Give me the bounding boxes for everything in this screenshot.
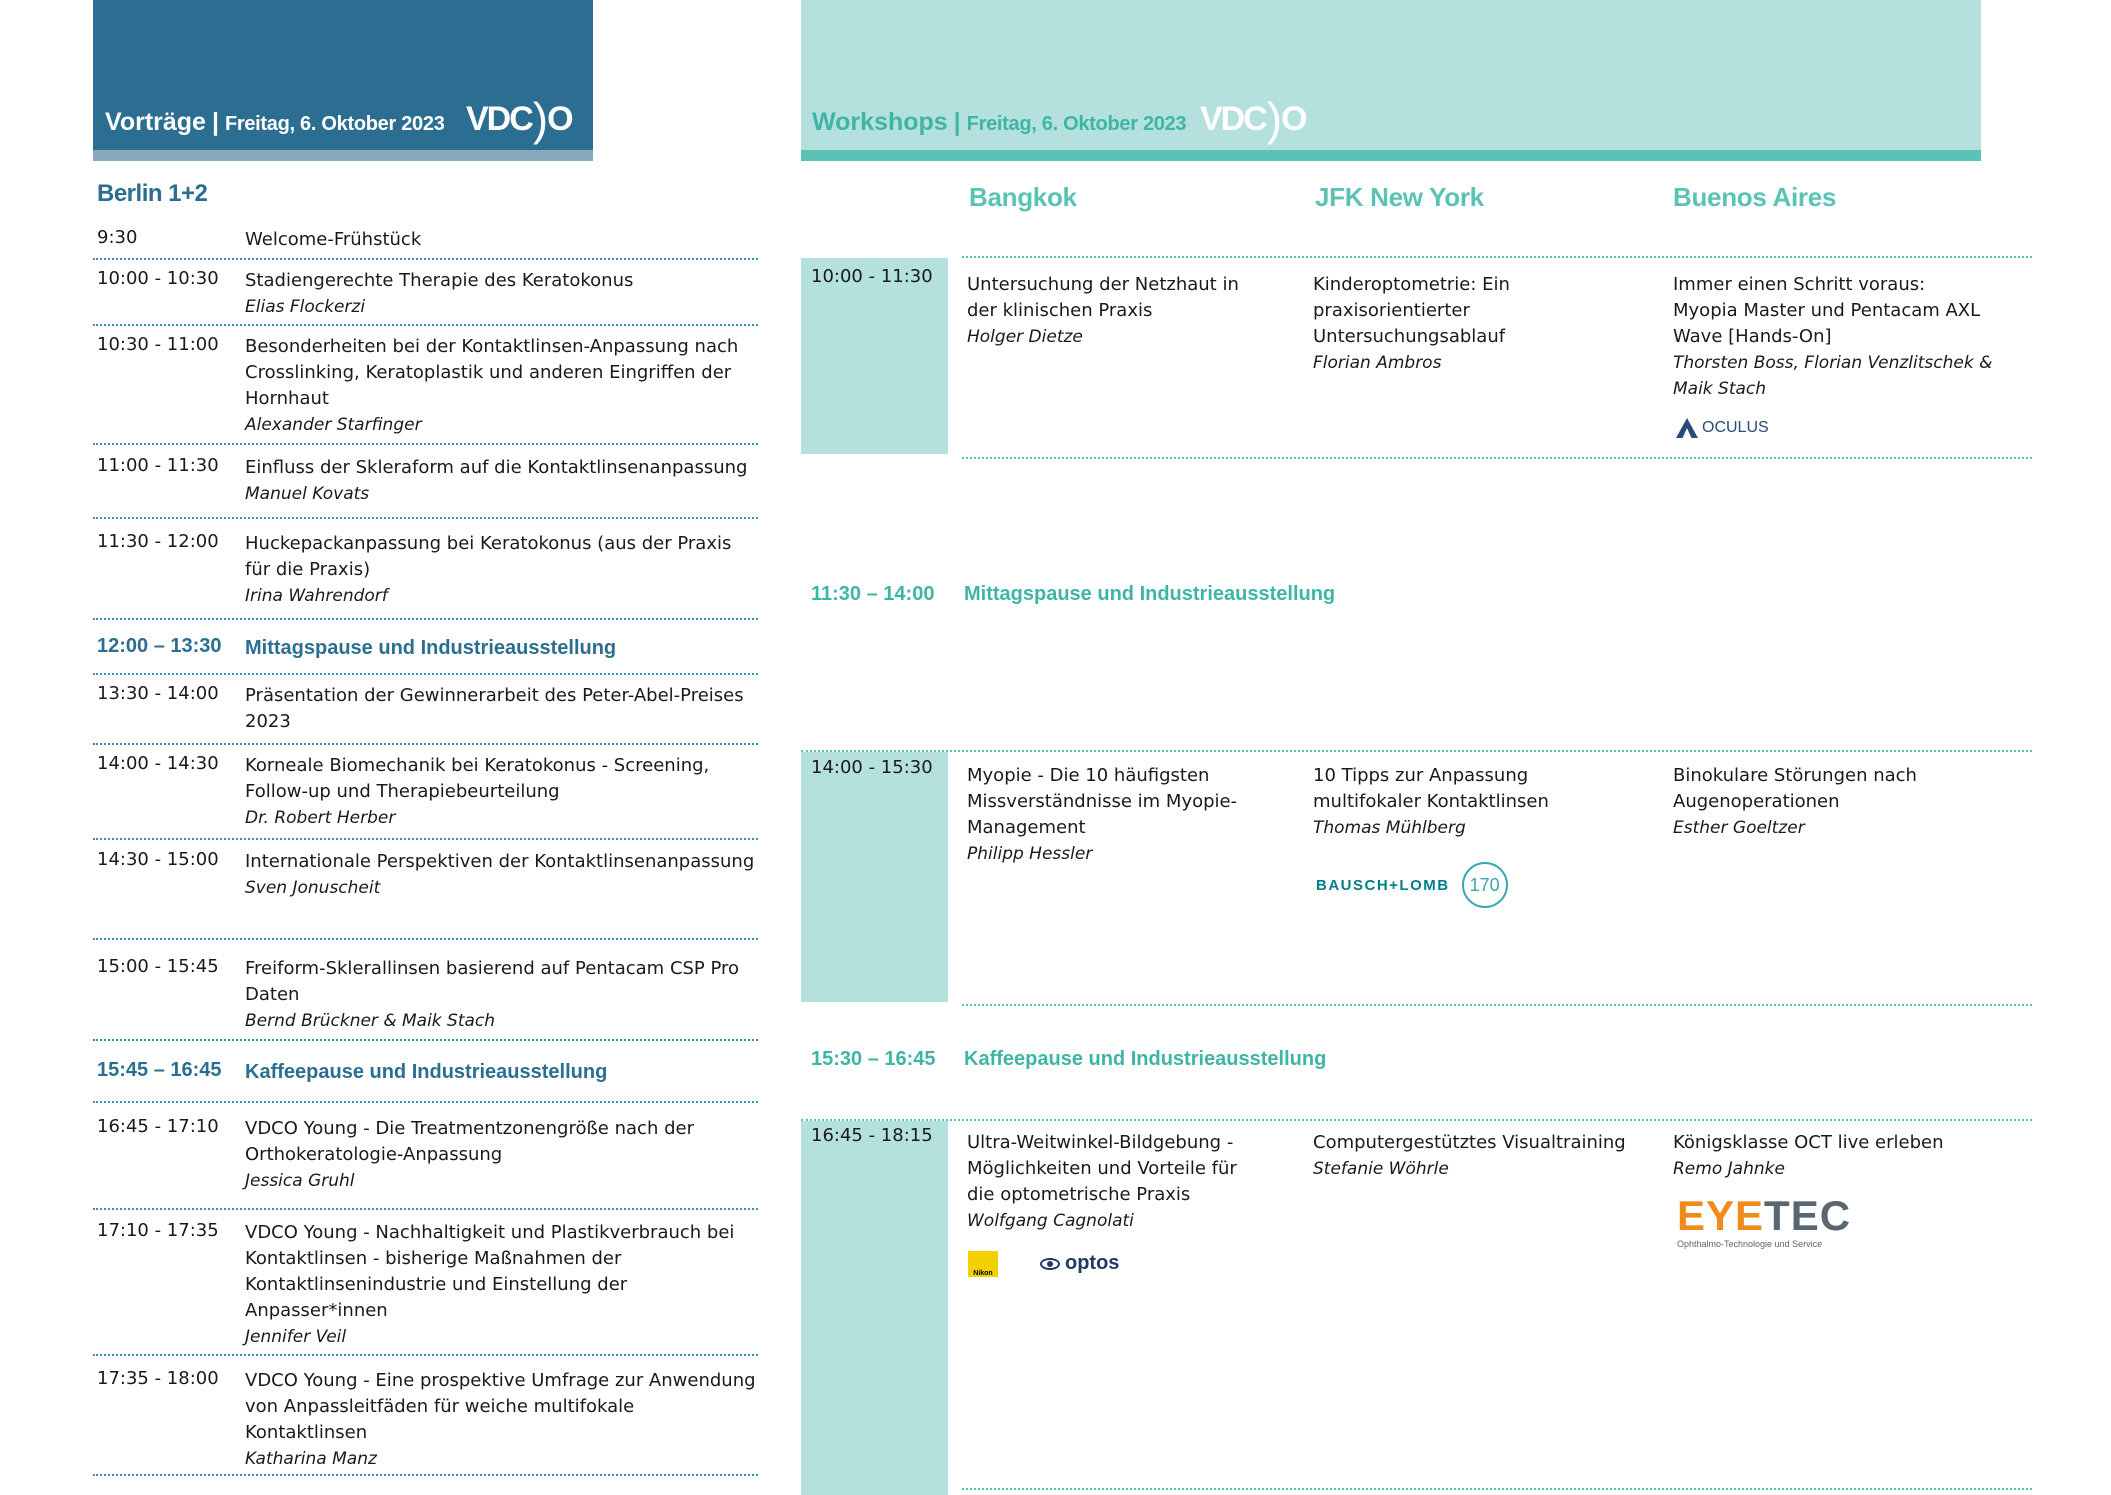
room-heading-jfk: JFK New York bbox=[1315, 182, 1484, 212]
workshop-title: Untersuchung der Netzhaut in der klinischen Praxis bbox=[967, 274, 1239, 321]
session-speaker: Elias Flockerzi bbox=[245, 297, 366, 317]
session-title: VDCO Young - Nachhaltigkeit und Plastikverbrauch bei Kontaktlinsen - bisherige Maßnahmen der Kontaktlinsenindustrie und Einstellung der Anpasser*innen bbox=[245, 1222, 735, 1321]
workshop-cell-bangkok bbox=[967, 763, 1252, 867]
workshop-speaker: Stefanie Wöhrle bbox=[1313, 1159, 1449, 1179]
workshop-cell-jfk bbox=[1313, 272, 1553, 376]
session-time: 17:35 - 18:00 bbox=[97, 1368, 219, 1389]
workshop-cell-jfk bbox=[1313, 763, 1563, 841]
break-label: Mittagspause und Industrieausstellung bbox=[245, 637, 617, 659]
break-label: Mittagspause und Industrieausstellung bbox=[964, 583, 1336, 605]
session-row bbox=[93, 1356, 758, 1476]
session-title: Korneale Biomechanik bei Keratokonus - Screening, Follow-up und Therapiebeurteilung bbox=[245, 755, 710, 802]
workshop-title: Computergestütztes Visualtraining bbox=[1313, 1132, 1626, 1153]
session-title: Präsentation der Gewinnerarbeit des Peter-Abel-Preises 2023 bbox=[245, 685, 744, 732]
session-speaker: Bernd Brückner & Maik Stach bbox=[245, 1011, 496, 1031]
break-label: Kaffeepause und Industrieausstellung bbox=[245, 1061, 608, 1083]
session-row bbox=[93, 260, 758, 326]
session-time: 11:30 - 12:00 bbox=[97, 531, 219, 552]
session-row bbox=[93, 745, 758, 840]
session-row bbox=[93, 675, 758, 745]
slot-time: 14:00 - 15:30 bbox=[811, 757, 933, 778]
session-title: Internationale Perspektiven der Kontaktlinsenanpassung bbox=[245, 851, 755, 872]
time-block bbox=[801, 1121, 948, 1495]
workshop-title: Königsklasse OCT live erleben bbox=[1673, 1132, 1944, 1153]
session-speaker: Sven Jonuscheit bbox=[245, 878, 381, 898]
session-time: 16:45 - 17:10 bbox=[97, 1116, 219, 1137]
session-row bbox=[93, 1103, 758, 1210]
session-row bbox=[93, 519, 758, 620]
divider bbox=[801, 750, 2032, 752]
eyetec-logo: EYETEC Ophthalmo-Technologie und Service bbox=[1677, 1192, 1852, 1249]
divider bbox=[962, 1004, 2032, 1006]
session-time: 17:10 - 17:35 bbox=[97, 1220, 219, 1241]
session-title: Welcome-Frühstück bbox=[245, 229, 422, 250]
workshop-title: Ultra-Weitwinkel-Bildgebung - Möglichkeiten und Vorteile für die optometrische Praxis bbox=[967, 1132, 1237, 1205]
vortraege-session-list bbox=[93, 218, 758, 1476]
vortraege-banner bbox=[93, 0, 593, 150]
divider bbox=[962, 457, 2032, 459]
divider bbox=[962, 256, 2032, 258]
workshops-banner-bar bbox=[801, 150, 1981, 161]
break-time: 12:00 – 13:30 bbox=[97, 635, 222, 657]
room-heading-bangkok: Bangkok bbox=[969, 182, 1077, 212]
workshop-cell-bangkok bbox=[967, 272, 1252, 350]
session-speaker: Manuel Kovats bbox=[245, 484, 370, 504]
break-time: 15:30 – 16:45 bbox=[811, 1048, 936, 1070]
workshops-date: Freitag, 6. Oktober 2023 bbox=[966, 113, 1187, 135]
session-time: 10:30 - 11:00 bbox=[97, 334, 219, 355]
session-title: VDCO Young - Die Treatmentzonengröße nach der Orthokeratologie-Anpassung bbox=[245, 1118, 694, 1165]
session-time: 11:00 - 11:30 bbox=[97, 455, 219, 476]
divider bbox=[962, 1488, 2032, 1490]
break-time: 15:45 – 16:45 bbox=[97, 1059, 222, 1081]
session-speaker: Dr. Robert Herber bbox=[245, 808, 396, 828]
break-label: Kaffeepause und Industrieausstellung bbox=[964, 1048, 1327, 1070]
workshop-title: Immer einen Schritt voraus: bbox=[1673, 274, 1926, 295]
session-time: 14:30 - 15:00 bbox=[97, 849, 219, 870]
workshops-title: Workshops bbox=[812, 108, 948, 136]
workshop-title: Myopie - Die 10 häufigsten Missverständnisse im Myopie-Management bbox=[967, 765, 1238, 838]
slot-time: 16:45 - 18:15 bbox=[811, 1125, 933, 1146]
session-title: Einfluss der Skleraform auf die Kontaktlinsenanpassung bbox=[245, 457, 748, 478]
break-row bbox=[93, 1041, 758, 1103]
session-title: Freiform-Sklerallinsen basierend auf Pentacam CSP Pro Daten bbox=[245, 958, 740, 1005]
room-heading-berlin: Berlin 1+2 bbox=[97, 180, 208, 207]
session-speaker: Katharina Manz bbox=[245, 1449, 377, 1469]
workshop-title: 10 Tipps zur Anpassung multifokaler Kontaktlinsen bbox=[1313, 765, 1549, 812]
workshop-cell-jfk bbox=[1313, 1130, 1653, 1182]
session-title: VDCO Young - Eine prospektive Umfrage zur Anwendung von Anpassleitfäden für weiche multifokale Kontaktlinsen bbox=[245, 1370, 756, 1443]
workshop-cell-bangkok bbox=[967, 1130, 1252, 1234]
workshop-title: Myopia Master und Pentacam AXL Wave [Hands-On] bbox=[1673, 300, 1981, 347]
vortraege-banner-bar bbox=[93, 150, 593, 161]
session-row bbox=[93, 940, 758, 1041]
session-speaker: Jennifer Veil bbox=[245, 1327, 347, 1347]
workshop-speaker: Thorsten Boss, Florian Venzlitschek & Maik Stach bbox=[1673, 353, 1993, 399]
workshop-speaker: Thomas Mühlberg bbox=[1313, 818, 1466, 838]
workshop-speaker: Wolfgang Cagnolati bbox=[967, 1211, 1134, 1231]
oculus-icon bbox=[1676, 418, 1698, 438]
session-speaker: Jessica Gruhl bbox=[245, 1171, 355, 1191]
slot-time: 10:00 - 11:30 bbox=[811, 266, 933, 287]
session-title: Huckepackanpassung bei Keratokonus (aus der Praxis für die Praxis) bbox=[245, 533, 732, 580]
nikon-logo: Nikon bbox=[968, 1251, 998, 1277]
heading-separator: | bbox=[953, 108, 961, 136]
workshop-title: Kinderoptometrie: Ein praxisorientierter Untersuchungsablauf bbox=[1313, 274, 1510, 347]
workshop-speaker: Remo Jahnke bbox=[1673, 1159, 1785, 1179]
heading-separator: | bbox=[211, 108, 219, 136]
session-row bbox=[93, 218, 758, 260]
session-row bbox=[93, 1210, 758, 1356]
session-title: Besonderheiten bei der Kontaktlinsen-Anpassung nach Crosslinking, Keratoplastik und anderen Eingriffen der Hornhaut bbox=[245, 336, 739, 409]
vdco-logo: VDC ) O bbox=[466, 93, 572, 145]
break-row bbox=[811, 583, 1335, 606]
break-row bbox=[811, 1048, 1326, 1071]
session-speaker: Alexander Starfinger bbox=[245, 415, 422, 435]
workshop-speaker: Philipp Hessler bbox=[967, 844, 1093, 864]
session-time: 15:00 - 15:45 bbox=[97, 956, 219, 977]
session-time: 14:00 - 14:30 bbox=[97, 753, 219, 774]
vortraege-heading bbox=[105, 108, 445, 137]
workshop-cell-buenos-aires bbox=[1673, 272, 2031, 402]
workshop-speaker: Holger Dietze bbox=[967, 327, 1083, 347]
session-row bbox=[93, 326, 758, 445]
anniversary-badge: 170 bbox=[1462, 862, 1508, 908]
vortraege-title: Vorträge bbox=[105, 108, 206, 136]
break-time: 11:30 – 14:00 bbox=[811, 583, 935, 605]
session-row bbox=[93, 840, 758, 940]
workshops-banner bbox=[801, 0, 1981, 150]
room-heading-buenos-aires: Buenos Aires bbox=[1673, 182, 1837, 212]
oculus-logo: OCULUS bbox=[1676, 418, 1769, 438]
workshop-title: Binokulare Störungen nach Augenoperationen bbox=[1673, 765, 1917, 812]
time-block bbox=[801, 258, 948, 454]
vdco-logo: VDC ) O bbox=[1200, 93, 1306, 145]
workshops-heading bbox=[812, 108, 1186, 137]
session-time: 13:30 - 14:00 bbox=[97, 683, 219, 704]
time-block bbox=[801, 752, 948, 1002]
workshop-speaker: Florian Ambros bbox=[1313, 353, 1442, 373]
break-row bbox=[93, 620, 758, 675]
workshop-cell-buenos-aires bbox=[1673, 763, 1973, 841]
optos-logo: optos bbox=[1040, 1252, 1119, 1275]
session-title: Stadiengerechte Therapie des Keratokonus bbox=[245, 270, 634, 291]
workshop-cell-buenos-aires bbox=[1673, 1130, 1973, 1182]
session-row bbox=[93, 445, 758, 519]
workshop-speaker: Esther Goeltzer bbox=[1673, 818, 1805, 838]
session-time: 10:00 - 10:30 bbox=[97, 268, 219, 289]
session-time: 9:30 bbox=[97, 227, 138, 248]
vortraege-date: Freitag, 6. Oktober 2023 bbox=[224, 113, 445, 135]
session-speaker: Irina Wahrendorf bbox=[245, 586, 388, 606]
divider bbox=[801, 1119, 2032, 1121]
bausch-lomb-logo: BAUSCH+LOMB 170 bbox=[1316, 862, 1508, 908]
eye-icon bbox=[1040, 1258, 1060, 1270]
